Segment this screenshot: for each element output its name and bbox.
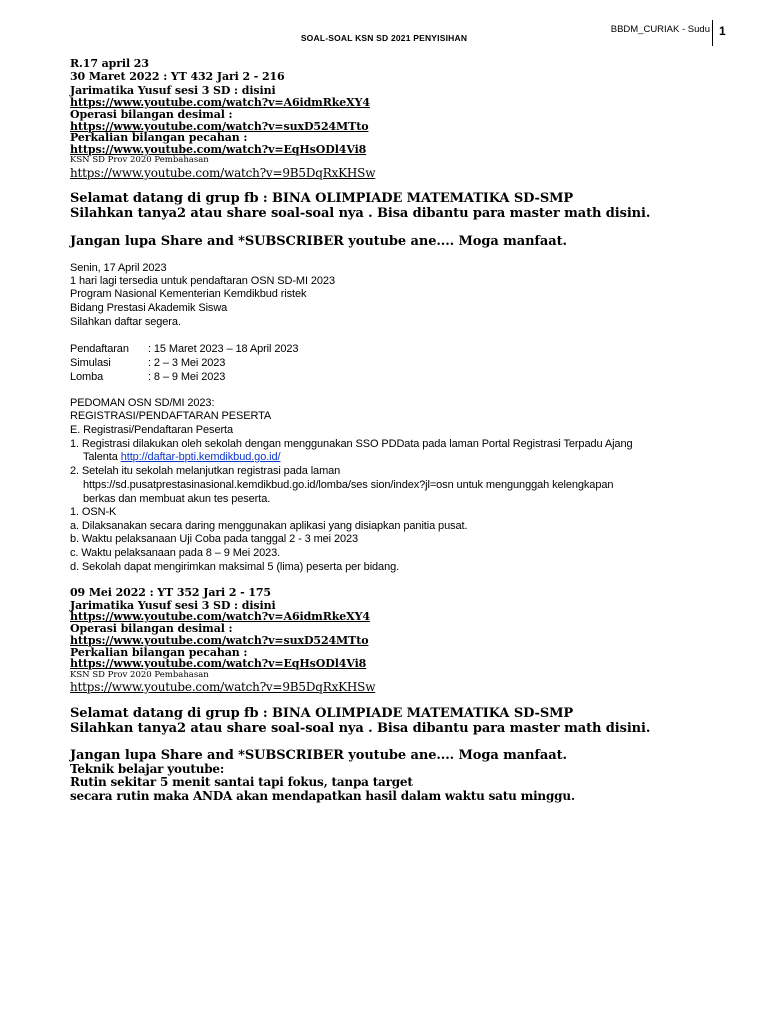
registration-url-text: https://sd.pusatprestasinasional.kemdikbud.go.id/lomba/ses sion/index?jl=osn untuk mengunggah kelengkapan <box>83 479 614 491</box>
header-author: BBDM_CURIAK - Sudu <box>610 24 710 35</box>
jarimatika-label: Jarimatika Yusuf sesi 3 SD : disini <box>70 84 276 97</box>
pecahan-link[interactable]: https://www.youtube.com/watch?v=EqHsODl4Vi8 <box>70 143 367 156</box>
page-number: 1 <box>719 24 726 38</box>
pedoman-title: PEDOMAN OSN SD/MI 2023: <box>70 397 215 409</box>
subscribe-note: Jangan lupa Share and *SUBSCRIBER youtube ane.... Moga manfaat. <box>70 234 567 249</box>
desimal-label: Operasi bilangan desimal : <box>70 622 233 635</box>
desimal-link[interactable]: https://www.youtube.com/watch?v=suxD524MTto <box>70 634 369 647</box>
list-item: 1. Registrasi dilakukan oleh sekolah dengan menggunakan SSO PDData pada laman Portal Registrasi Terpadu Ajang <box>70 438 633 450</box>
list-item: c. Waktu pelaksanaan pada 8 – 9 Mei 2023. <box>70 547 281 559</box>
episode-title: 30 Maret 2022 : YT 432 Jari 2 - 216 <box>70 70 285 83</box>
list-item: d. Sekolah dapat mengirimkan maksimal 5 (lima) peserta per bidang. <box>70 561 400 573</box>
welcome-line: Selamat datang di grup fb : BINA OLIMPIADE MATEMATIKA SD-SMP <box>70 191 574 206</box>
announcement-line: Silahkan daftar segera. <box>70 316 181 328</box>
desimal-link[interactable]: https://www.youtube.com/watch?v=suxD524MTto <box>70 120 369 133</box>
subscribe-note: Jangan lupa Share and *SUBSCRIBER youtube ane.... Moga manfaat. <box>70 748 567 763</box>
welcome-invite: Silahkan tanya2 atau share soal-soal nya . Bisa dibantu para master math disini. <box>70 721 651 736</box>
welcome-line: Selamat datang di grup fb : BINA OLIMPIADE MATEMATIKA SD-SMP <box>70 706 574 721</box>
schedule-value: : 2 – 3 Mei 2023 <box>148 357 226 369</box>
jarimatika-link[interactable]: https://www.youtube.com/watch?v=A6idmRkeXY4 <box>70 96 370 109</box>
list-item: a. Dilaksanakan secara daring menggunakan aplikasi yang disiapkan panitia pusat. <box>70 520 468 532</box>
jarimatika-link[interactable]: https://www.youtube.com/watch?v=A6idmRkeXY4 <box>70 610 370 623</box>
announcement-line: 1 hari lagi tersedia untuk pendaftaran OSN SD-MI 2023 <box>70 275 335 287</box>
schedule-label: Lomba <box>70 371 104 383</box>
list-item: 2. Setelah itu sekolah melanjutkan registrasi pada laman <box>70 465 341 477</box>
date-line: R.17 april 23 <box>70 57 149 70</box>
pedoman-subtitle: REGISTRASI/PENDAFTARAN PESERTA <box>70 410 272 422</box>
list-item: b. Waktu pelaksanaan Uji Coba pada tanggal 2 - 3 mei 2023 <box>70 533 359 545</box>
ksn-link[interactable]: https://www.youtube.com/watch?v=9B5DqRxKHSw <box>70 166 376 180</box>
welcome-invite: Silahkan tanya2 atau share soal-soal nya . Bisa dibantu para master math disini. <box>70 206 651 221</box>
episode-title: 09 Mei 2022 : YT 352 Jari 2 - 175 <box>70 586 271 599</box>
registration-portal-link[interactable]: http://daftar-bpti.kemdikbud.go.id/ <box>120 451 281 463</box>
ksn-label: KSN SD Prov 2020 Pembahasan <box>70 670 209 680</box>
pecahan-link[interactable]: https://www.youtube.com/watch?v=EqHsODl4Vi8 <box>70 657 367 670</box>
pecahan-label: Perkalian bilangan pecahan : <box>70 131 248 144</box>
talenta-label: Talenta <box>83 451 121 463</box>
tips-line: secara rutin maka ANDA akan mendapatkan hasil dalam waktu satu minggu. <box>70 789 575 803</box>
tips-line: Rutin sekitar 5 menit santai tapi fokus, tanpa target <box>70 775 413 789</box>
list-item-continuation: berkas dan membuat akun tes peserta. <box>83 493 271 505</box>
header-title: SOAL-SOAL KSN SD 2021 PENYISIHAN <box>300 33 468 43</box>
announcement-date: Senin, 17 April 2023 <box>70 262 167 274</box>
ksn-label: KSN SD Prov 2020 Pembahasan <box>70 155 209 165</box>
jarimatika-label: Jarimatika Yusuf sesi 3 SD : disini <box>70 599 276 612</box>
schedule-label: Simulasi <box>70 357 111 369</box>
schedule-value: : 15 Maret 2023 – 18 April 2023 <box>148 343 299 355</box>
tips-heading: Teknik belajar youtube: <box>70 762 225 776</box>
ksn-link[interactable]: https://www.youtube.com/watch?v=9B5DqRxKHSw <box>70 680 376 694</box>
pecahan-label: Perkalian bilangan pecahan : <box>70 646 248 659</box>
section-heading: E. Registrasi/Pendaftaran Peserta <box>70 424 234 436</box>
osnk-heading: 1. OSN-K <box>70 506 117 518</box>
schedule-label: Pendaftaran <box>70 343 129 355</box>
announcement-line: Program Nasional Kementerian Kemdikbud ristek <box>70 288 307 300</box>
list-item-continuation <box>83 451 281 463</box>
desimal-label: Operasi bilangan desimal : <box>70 108 233 121</box>
announcement-line: Bidang Prestasi Akademik Siswa <box>70 302 228 314</box>
schedule-value: : 8 – 9 Mei 2023 <box>148 371 226 383</box>
